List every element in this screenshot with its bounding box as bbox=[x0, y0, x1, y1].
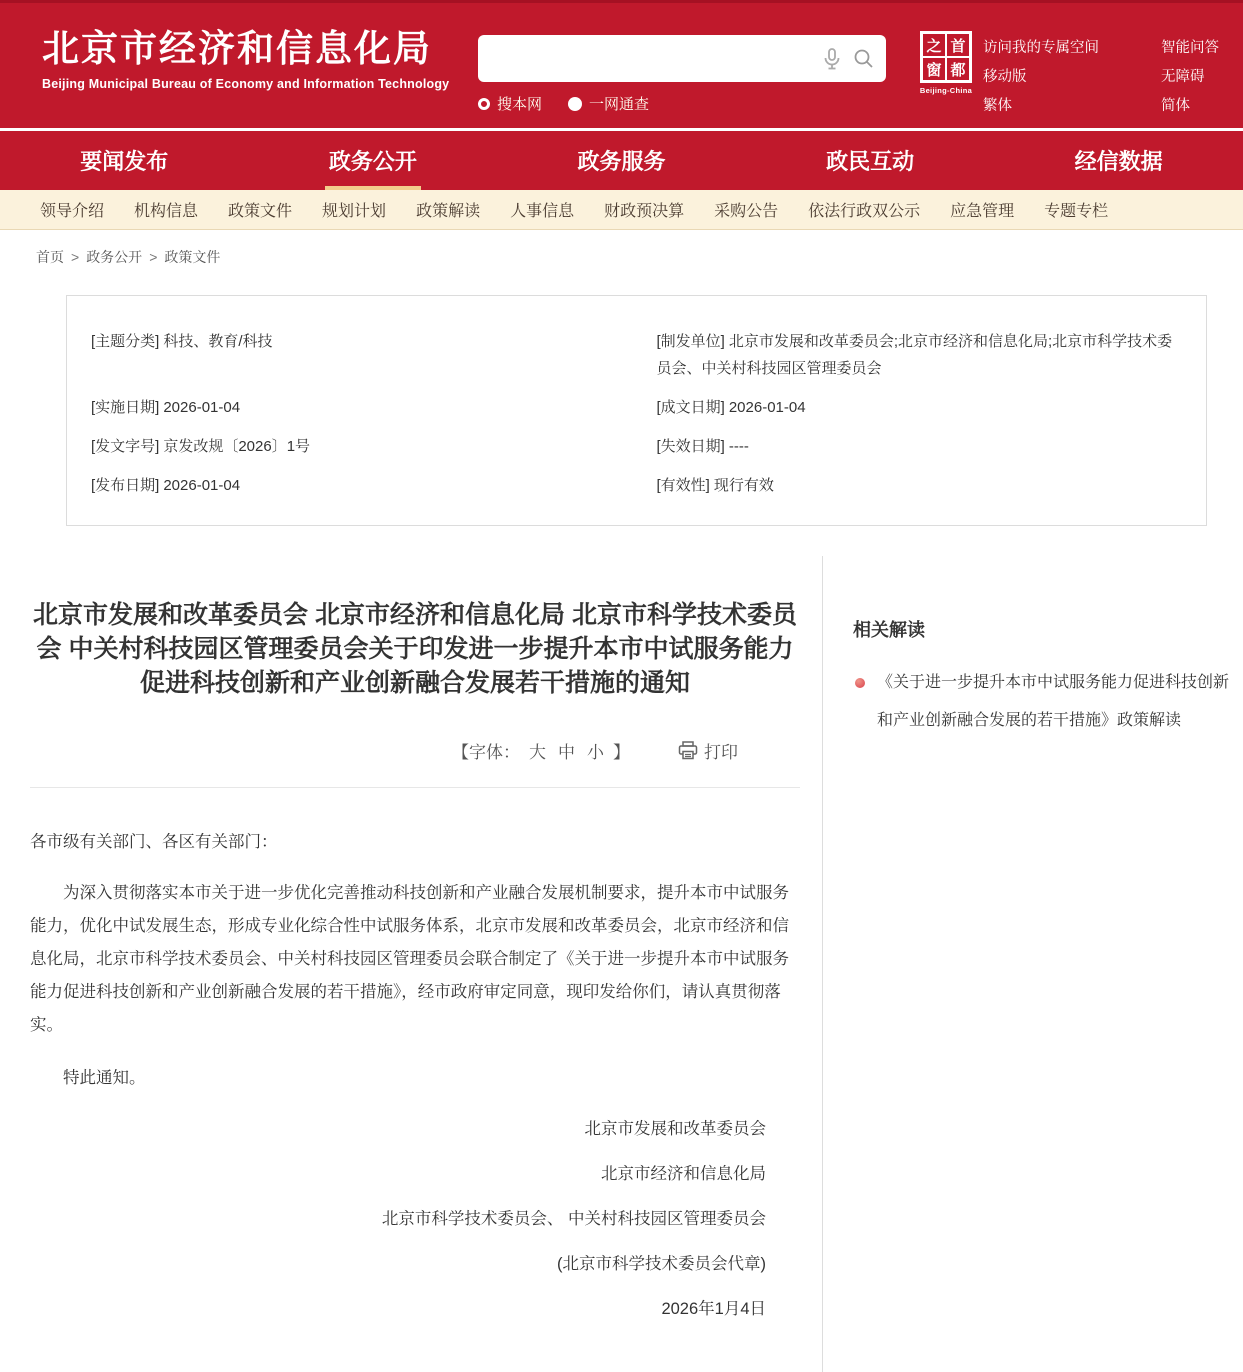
subnav-plans[interactable]: 规划计划 bbox=[322, 203, 387, 220]
sub-nav bbox=[0, 190, 1243, 230]
signature-line: 北京市经济和信息化局 bbox=[601, 1165, 766, 1183]
meta-label: [成文日期] bbox=[656, 399, 725, 416]
link-simplified-chinese[interactable]: 简体 bbox=[1161, 98, 1190, 114]
document-meta-box bbox=[66, 295, 1207, 526]
title-divider bbox=[30, 787, 800, 788]
scope-option-label: 一网通查 bbox=[589, 96, 650, 113]
logo-char: 之 bbox=[922, 33, 946, 57]
nav-item-interaction[interactable]: 政民互动 bbox=[826, 149, 915, 174]
subnav-leaders[interactable]: 领导介绍 bbox=[40, 203, 105, 220]
meta-expiry-date bbox=[657, 433, 1183, 460]
meta-topic-category bbox=[91, 328, 617, 355]
bullet-icon bbox=[855, 678, 865, 688]
related-sidebar bbox=[822, 556, 1243, 1372]
article bbox=[0, 556, 822, 1372]
fontsize-small-button[interactable]: 小 bbox=[587, 743, 604, 762]
site-subtitle: Beijing Municipal Bureau of Economy and Information Technology bbox=[42, 77, 450, 91]
meta-value: 2026-01-04 bbox=[163, 399, 241, 416]
fontsize-medium-button[interactable]: 中 bbox=[558, 743, 575, 762]
breadcrumb-gov-disclosure[interactable]: 政务公开 bbox=[86, 249, 143, 265]
print-button[interactable] bbox=[678, 738, 738, 763]
breadcrumb-home[interactable]: 首页 bbox=[36, 249, 64, 265]
breadcrumb-separator: > bbox=[71, 249, 80, 265]
printer-icon bbox=[678, 741, 698, 760]
print-label: 打印 bbox=[704, 743, 738, 762]
subnav-emergency[interactable]: 应急管理 bbox=[950, 203, 1015, 220]
search-scope-options bbox=[478, 93, 886, 114]
meta-value: 现行有效 bbox=[713, 477, 774, 494]
signature-line: 北京市科学技术委员会、 中关村科技园区管理委员会 bbox=[381, 1210, 766, 1228]
meta-document-number bbox=[91, 433, 617, 460]
closing-line: 特此通知。 bbox=[63, 1069, 146, 1087]
logo-char: 窗 bbox=[922, 57, 946, 81]
site-brand[interactable] bbox=[42, 27, 449, 91]
subnav-law-publicity[interactable]: 依法行政双公示 bbox=[808, 203, 921, 220]
link-mobile-version[interactable]: 移动版 bbox=[983, 69, 1027, 85]
link-traditional-chinese[interactable]: 繁体 bbox=[983, 98, 1012, 114]
site-header bbox=[0, 0, 1243, 128]
subnav-procurement[interactable]: 采购公告 bbox=[714, 203, 779, 220]
breadcrumb bbox=[36, 247, 1243, 267]
nav-item-gov-disclosure[interactable]: 政务公开 bbox=[249, 131, 498, 190]
main-nav bbox=[0, 131, 1243, 190]
meta-label: [主题分类] bbox=[91, 333, 160, 350]
fontsize-large-button[interactable]: 大 bbox=[529, 743, 546, 762]
subnav-special-topics[interactable]: 专题专栏 bbox=[1044, 203, 1109, 220]
meta-label: [失效日期] bbox=[656, 438, 725, 455]
microphone-icon[interactable] bbox=[823, 48, 841, 70]
scope-option-site[interactable] bbox=[478, 93, 542, 114]
quick-links-col1 bbox=[983, 36, 1099, 115]
search-area bbox=[478, 35, 886, 114]
subnav-fiscal-budget[interactable]: 财政预决算 bbox=[604, 203, 685, 220]
scope-option-network[interactable] bbox=[568, 93, 649, 114]
capital-window-grid-icon bbox=[920, 31, 972, 83]
subnav-personnel[interactable]: 人事信息 bbox=[510, 203, 575, 220]
meta-label: [有效性] bbox=[656, 477, 710, 494]
meta-label: [制发单位] bbox=[656, 333, 725, 350]
breadcrumb-policy-documents[interactable]: 政策文件 bbox=[164, 249, 221, 265]
logo-caption: Beijing-China bbox=[919, 86, 973, 95]
radio-unselected-icon[interactable] bbox=[568, 97, 582, 111]
signature-block bbox=[30, 1107, 800, 1332]
site-title: 北京市经济和信息化局 bbox=[42, 28, 432, 69]
breadcrumb-separator: > bbox=[149, 249, 158, 265]
radio-selected-icon[interactable] bbox=[478, 98, 490, 110]
logo-char: 首 bbox=[946, 33, 970, 57]
subnav-policy-documents[interactable]: 政策文件 bbox=[228, 203, 293, 220]
subnav-org-info[interactable]: 机构信息 bbox=[134, 203, 199, 220]
search-box bbox=[478, 35, 886, 82]
article-title: 北京市发展和改革委员会 北京市经济和信息化局 北京市科学技术委员会 中关村科技园区管理委员会关于印发进一步提升本市中试服务能力促进科技创新和产业创新融合发展若干措施的通知 bbox=[33, 601, 797, 697]
meta-value: ---- bbox=[728, 438, 749, 455]
meta-value: 北京市发展和改革委员会;北京市经济和信息化局;北京市科学技术委员会、中关村科技园区管理委员会 bbox=[656, 333, 1173, 377]
fontsize-control bbox=[452, 738, 630, 763]
meta-validity bbox=[657, 472, 1183, 499]
fontsize-prefix: 【字体： bbox=[452, 743, 520, 762]
quick-links-col2 bbox=[1161, 36, 1219, 115]
meta-value: 2026-01-04 bbox=[163, 477, 241, 494]
nav-item-gov-services[interactable]: 政务服务 bbox=[577, 149, 666, 174]
sidebar-title: 相关解读 bbox=[853, 620, 925, 640]
meta-label: [发布日期] bbox=[91, 477, 160, 494]
meta-value: 科技、教育/科技 bbox=[163, 333, 273, 350]
link-my-space[interactable]: 访问我的专属空间 bbox=[983, 40, 1099, 56]
nav-item-news[interactable]: 要闻发布 bbox=[80, 149, 169, 174]
salutation: 各市级有关部门、各区有关部门： bbox=[30, 833, 278, 851]
link-accessibility[interactable]: 无障碍 bbox=[1161, 69, 1205, 85]
subnav-policy-interpretation[interactable]: 政策解读 bbox=[416, 203, 481, 220]
nav-item-data[interactable]: 经信数据 bbox=[1074, 149, 1163, 174]
signature-date: 2026年1月4日 bbox=[661, 1300, 766, 1318]
meta-label: [发文字号] bbox=[91, 438, 160, 455]
meta-value: 京发改规〔2026〕1号 bbox=[163, 438, 311, 455]
fontsize-suffix: 】 bbox=[613, 743, 630, 762]
article-toolbar bbox=[30, 738, 800, 763]
meta-publish-date bbox=[91, 472, 617, 499]
capital-window-logo[interactable] bbox=[917, 31, 975, 95]
related-link[interactable]: 《关于进一步提升本市中试服务能力促进科技创新和产业创新融合发展的若干措施》政策解读 bbox=[877, 674, 1230, 729]
search-input[interactable] bbox=[490, 39, 811, 79]
meta-issuing-unit bbox=[657, 328, 1183, 382]
content-area bbox=[0, 556, 1243, 1372]
body-paragraph: 为深入贯彻落实本市关于进一步优化完善推动科技创新和产业融合发展机制要求，提升本市中试服务能力，优化中试发展生态，形成专业化综合性中试服务体系，北京市发展和改革委员会，北京市经济和信息化局，北京市科学技术委员会、中关村科技园区管理委员会联合制定了《关于进一步提升本市中试服务能力促进科技创新和产业创新融合发展的若干措施》，经市政府审定同意，现印发给你们，请认真贯彻落实。 bbox=[30, 884, 789, 1034]
meta-implementation-date bbox=[91, 394, 617, 421]
logo-char: 都 bbox=[946, 57, 970, 81]
quick-links bbox=[983, 36, 1219, 115]
related-item[interactable] bbox=[853, 664, 1233, 740]
meta-signing-date bbox=[657, 394, 1183, 421]
scope-option-label: 搜本网 bbox=[497, 96, 543, 113]
signature-line: (北京市科学技术委员会代章) bbox=[557, 1255, 766, 1273]
search-icon[interactable] bbox=[853, 48, 874, 69]
signature-line: 北京市发展和改革委员会 bbox=[584, 1120, 766, 1138]
meta-value: 2026-01-04 bbox=[728, 399, 806, 416]
meta-label: [实施日期] bbox=[91, 399, 160, 416]
article-body bbox=[30, 826, 800, 1095]
link-smart-qa[interactable]: 智能问答 bbox=[1161, 40, 1219, 56]
